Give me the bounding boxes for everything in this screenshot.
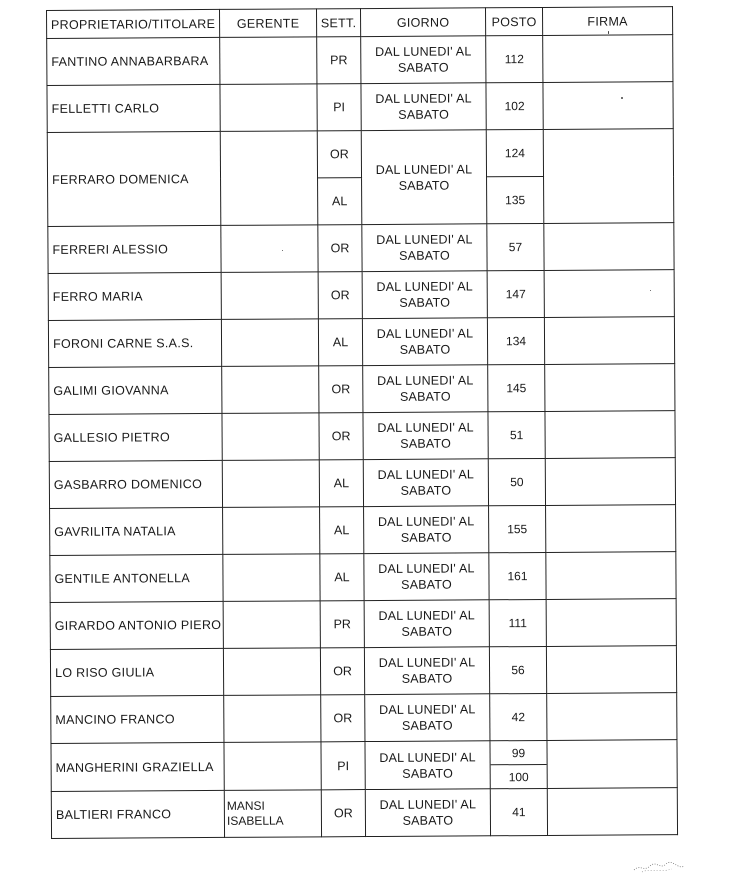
day-cell: DAL LUNEDI' AL SABATO (363, 365, 488, 413)
owner-cell: FELLETTI CARLO (47, 84, 220, 132)
owner-cell: BALTIERI FRANCO (51, 790, 224, 838)
signature-cell[interactable] (545, 411, 675, 459)
stall-cell: 134 (487, 317, 544, 364)
signature-cell[interactable] (544, 317, 674, 365)
owner-cell: GALLESIO PIETRO (49, 413, 222, 461)
signature-cell[interactable] (547, 693, 677, 741)
sector-cell: PI (317, 84, 361, 131)
manager-cell (223, 601, 320, 649)
sector-cell: AL (318, 319, 362, 366)
owner-cell: GALIMI GIOVANNA (49, 366, 222, 414)
manager-cell (220, 84, 317, 132)
day-cell: DAL LUNEDI' AL SABATO (361, 83, 486, 131)
owner-cell: GASBARRO DOMENICO (49, 460, 222, 508)
table-row (48, 270, 674, 321)
signature-cell[interactable] (546, 646, 676, 694)
signature-cell[interactable] (544, 223, 674, 271)
header-stall: POSTO (485, 7, 542, 35)
header-day: GIORNO (360, 8, 485, 37)
manager-cell (221, 272, 318, 320)
table-row (50, 552, 676, 603)
manager-cell (221, 319, 318, 367)
sector-cell: PI (321, 742, 365, 790)
owner-cell: FANTINO ANNABARBARA (47, 37, 220, 85)
market-register-table (46, 6, 678, 839)
signature-cell[interactable] (546, 599, 676, 647)
signature-cell[interactable] (544, 270, 674, 318)
day-cell: DAL LUNEDI' AL SABATO (361, 130, 487, 225)
table-row (47, 35, 673, 86)
manager-cell (220, 131, 318, 226)
owner-cell: MANCINO FRANCO (51, 695, 224, 743)
owner-cell: MANGHERINI GRAZIELLA (51, 742, 224, 791)
table-row (51, 740, 677, 792)
day-cell: DAL LUNEDI' AL SABATO (363, 412, 488, 460)
sector-cell-secondary: AL (318, 178, 362, 225)
table-row (49, 411, 675, 462)
table-row (51, 693, 677, 744)
sector-cell: OR (318, 225, 362, 272)
stall-cell-secondary: 135 (487, 176, 544, 223)
sector-cell: AL (319, 460, 363, 507)
day-cell: DAL LUNEDI' AL SABATO (365, 694, 490, 742)
sector-cell: OR (320, 648, 364, 695)
sector-cell: OR (321, 790, 365, 837)
owner-cell: FERRO MARIA (48, 272, 221, 320)
table-row (48, 317, 674, 368)
day-cell: DAL LUNEDI' AL SABATO (363, 459, 488, 507)
day-cell: DAL LUNEDI' AL SABATO (365, 789, 490, 837)
manager-cell (220, 37, 317, 85)
stall-cell: 50 (488, 458, 545, 505)
signature-cell[interactable] (547, 788, 677, 836)
manager-cell (223, 554, 320, 602)
scan-speck (650, 290, 651, 291)
manager-cell (222, 413, 319, 461)
stall-cell: 155 (489, 505, 546, 552)
scan-scribble-mark (632, 858, 692, 874)
signature-cell[interactable] (545, 458, 675, 506)
table-row (49, 364, 675, 415)
stall-cell: 161 (489, 552, 546, 599)
manager-cell (224, 742, 321, 791)
manager-cell (223, 507, 320, 555)
stall-cell: 145 (488, 364, 545, 411)
day-cell: DAL LUNEDI' AL SABATO (361, 36, 486, 84)
sector-cell: OR (319, 366, 363, 413)
sector-cell: OR (319, 413, 363, 460)
header-row (47, 7, 673, 39)
stall-cell: 57 (487, 223, 544, 270)
day-cell: DAL LUNEDI' AL SABATO (362, 271, 487, 319)
signature-cell[interactable] (546, 505, 676, 553)
manager-cell (222, 460, 319, 508)
owner-cell: GAVRILITA NATALIA (50, 507, 223, 555)
table-row (47, 82, 673, 133)
day-cell: DAL LUNEDI' AL SABATO (364, 647, 489, 695)
owner-cell: GENTILE ANTONELLA (50, 554, 223, 602)
stall-cell: 112 (486, 35, 543, 82)
day-cell: DAL LUNEDI' AL SABATO (365, 741, 490, 790)
manager-cell (221, 225, 318, 273)
stall-value-secondary: 100 (491, 764, 547, 788)
sector-cell: AL (320, 554, 364, 601)
header-owner: PROPRIETARIO/TITOLARE (47, 9, 220, 38)
manager-cell: MANSI ISABELLA (224, 790, 321, 838)
table-row (49, 458, 675, 509)
table-row (51, 788, 677, 839)
stall-cell: 56 (489, 646, 546, 693)
stall-split (490, 741, 546, 788)
scan-speck (621, 97, 623, 99)
manager-cell (224, 695, 321, 743)
owner-cell: FERRARO DOMENICA (47, 131, 221, 226)
stall-cell: 41 (490, 788, 547, 835)
table-row (50, 505, 676, 556)
stall-cell: 42 (490, 693, 547, 740)
stall-cell: 102 (486, 82, 543, 129)
manager-cell (222, 366, 319, 414)
market-register-sheet (46, 6, 677, 839)
stall-value: 99 (511, 745, 526, 760)
sector-cell: AL (320, 507, 364, 554)
scan-speck (608, 31, 609, 34)
signature-cell[interactable] (545, 364, 675, 412)
stall-cell: 147 (487, 270, 544, 317)
header-sector: SETT. (316, 9, 360, 37)
header-signature: FIRMA (542, 7, 672, 36)
table-row (48, 223, 674, 274)
day-cell: DAL LUNEDI' AL SABATO (364, 600, 489, 648)
day-cell: DAL LUNEDI' AL SABATO (364, 506, 489, 554)
owner-cell: FERRERI ALESSIO (48, 225, 221, 273)
table-row (50, 599, 676, 650)
stall-cell: 51 (488, 411, 545, 458)
sector-cell: PR (317, 37, 361, 84)
header-manager: GERENTE (219, 9, 316, 38)
stall-cell-split (490, 740, 547, 788)
sector-cell: PR (320, 601, 364, 648)
scan-speck (282, 250, 283, 251)
stall-cell: 124 (486, 129, 543, 176)
sector-cell: OR (318, 272, 362, 319)
manager-cell (223, 648, 320, 696)
owner-cell: GIRARDO ANTONIO PIERO (50, 601, 223, 649)
sector-cell: OR (317, 131, 361, 178)
signature-cell[interactable] (543, 129, 674, 224)
day-cell: DAL LUNEDI' AL SABATO (362, 224, 487, 272)
stall-cell: 111 (489, 599, 546, 646)
day-cell: DAL LUNEDI' AL SABATO (364, 553, 489, 601)
signature-cell[interactable] (546, 552, 676, 600)
table-row (50, 646, 676, 697)
owner-cell: LO RISO GIULIA (50, 648, 223, 696)
signature-cell[interactable] (543, 35, 673, 83)
sector-cell: OR (321, 695, 365, 742)
owner-cell: FORONI CARNE S.A.S. (48, 319, 221, 367)
table-row (47, 129, 673, 180)
signature-cell[interactable] (543, 82, 673, 130)
signature-cell[interactable] (547, 740, 677, 789)
day-cell: DAL LUNEDI' AL SABATO (362, 318, 487, 366)
